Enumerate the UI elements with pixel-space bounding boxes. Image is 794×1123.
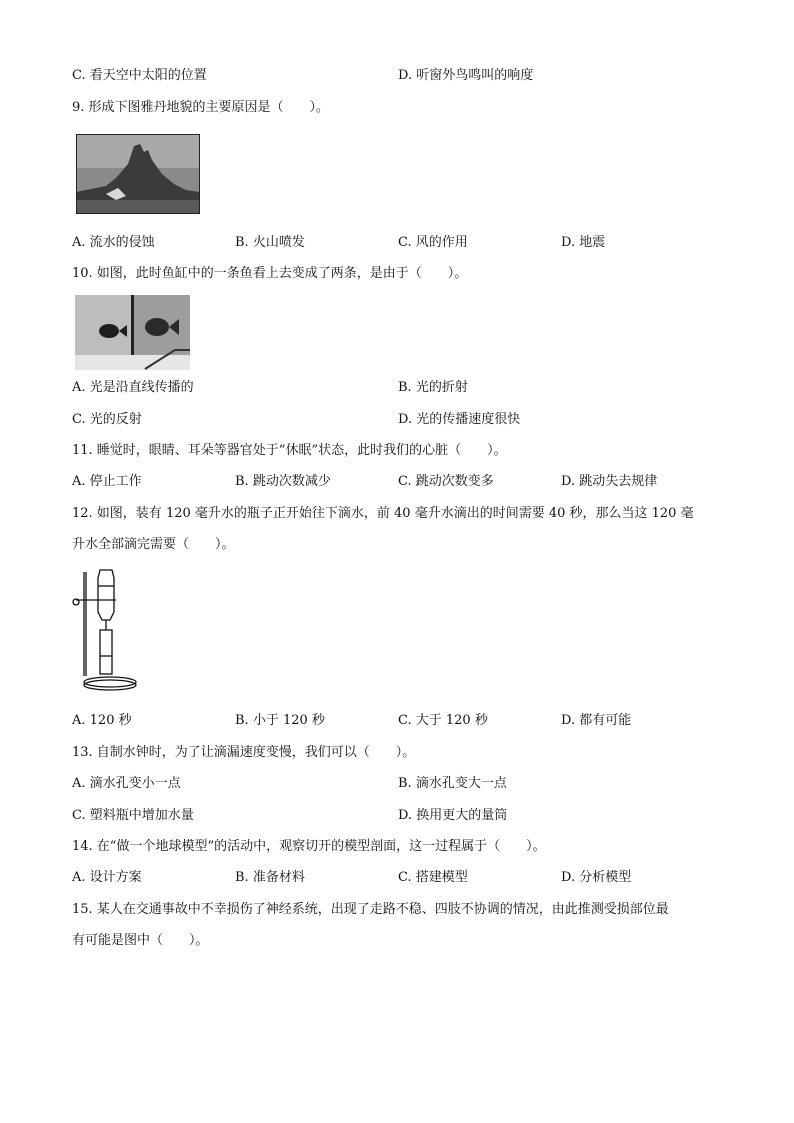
q15-stem-line2: 有可能是图中（ ）。 — [72, 933, 209, 948]
q14-option-d: D. 分析模型 — [561, 870, 632, 885]
q15-stem-line1: 15. 某人在交通事故中不幸损伤了神经系统，出现了走路不稳、四肢不协调的情况，由此推测受损部位最 — [72, 902, 669, 917]
q10-option-b: B. 光的折射 — [398, 380, 468, 395]
q9-option-d: D. 地震 — [561, 235, 606, 250]
q12-option-b: B. 小于 120 秒 — [235, 713, 325, 728]
q8-option-d: D. 听窗外鸟鸣叫的响度 — [398, 68, 534, 83]
yardang-landform-photo — [76, 134, 200, 214]
q11-option-d: D. 跳动失去规律 — [561, 474, 658, 489]
q14-option-a: A. 设计方案 — [72, 870, 142, 885]
q13-stem: 13. 自制水钟时，为了让滴漏速度变慢，我们可以（ ）。 — [72, 745, 416, 760]
q9-option-b: B. 火山喷发 — [235, 235, 305, 250]
q13-option-a: A. 滴水孔变小一点 — [72, 776, 181, 791]
q12-stem-line1: 12. 如图，装有 120 毫升水的瓶子正开始往下滴水，前 40 毫升水滴出的时间需要 40 秒，那么当这 120 毫 — [72, 506, 694, 521]
q14-option-c: C. 搭建模型 — [398, 870, 468, 885]
q8-option-c: C. 看天空中太阳的位置 — [72, 68, 207, 83]
q10-stem: 10. 如图，此时鱼缸中的一条鱼看上去变成了两条，是由于（ ）。 — [72, 266, 468, 281]
q11-option-a: A. 停止工作 — [72, 474, 142, 489]
q11-stem: 11. 睡觉时，眼睛、耳朵等器官处于“休眠”状态，此时我们的心脏（ ）。 — [72, 443, 507, 458]
q11-option-b: B. 跳动次数减少 — [235, 474, 331, 489]
q10-option-c: C. 光的反射 — [72, 412, 142, 427]
q9-option-c: C. 风的作用 — [398, 235, 468, 250]
q10-option-d: D. 光的传播速度很快 — [398, 412, 521, 427]
q12-option-d: D. 都有可能 — [561, 713, 632, 728]
q11-option-c: C. 跳动次数变多 — [398, 474, 494, 489]
q13-option-b: B. 滴水孔变大一点 — [398, 776, 507, 791]
q10-option-a: A. 光是沿直线传播的 — [72, 380, 194, 395]
q9-stem: 9. 形成下图雅丹地貌的主要原因是（ ）。 — [72, 100, 330, 115]
q12-stem-line2: 升水全部滴完需要（ ）。 — [72, 537, 235, 552]
q12-option-c: C. 大于 120 秒 — [398, 713, 488, 728]
q12-option-a: A. 120 秒 — [72, 713, 132, 728]
q13-option-c: C. 塑料瓶中增加水量 — [72, 808, 194, 823]
water-clock-apparatus-drawing — [70, 566, 140, 694]
q14-option-b: B. 准备材料 — [235, 870, 305, 885]
q13-option-d: D. 换用更大的量筒 — [398, 808, 508, 823]
q9-option-a: A. 流水的侵蚀 — [72, 235, 155, 250]
q14-stem: 14. 在“做一个地球模型”的活动中，观察切开的模型剖面，这一过程属于（ ）。 — [72, 839, 546, 854]
fish-tank-photo — [75, 295, 190, 370]
